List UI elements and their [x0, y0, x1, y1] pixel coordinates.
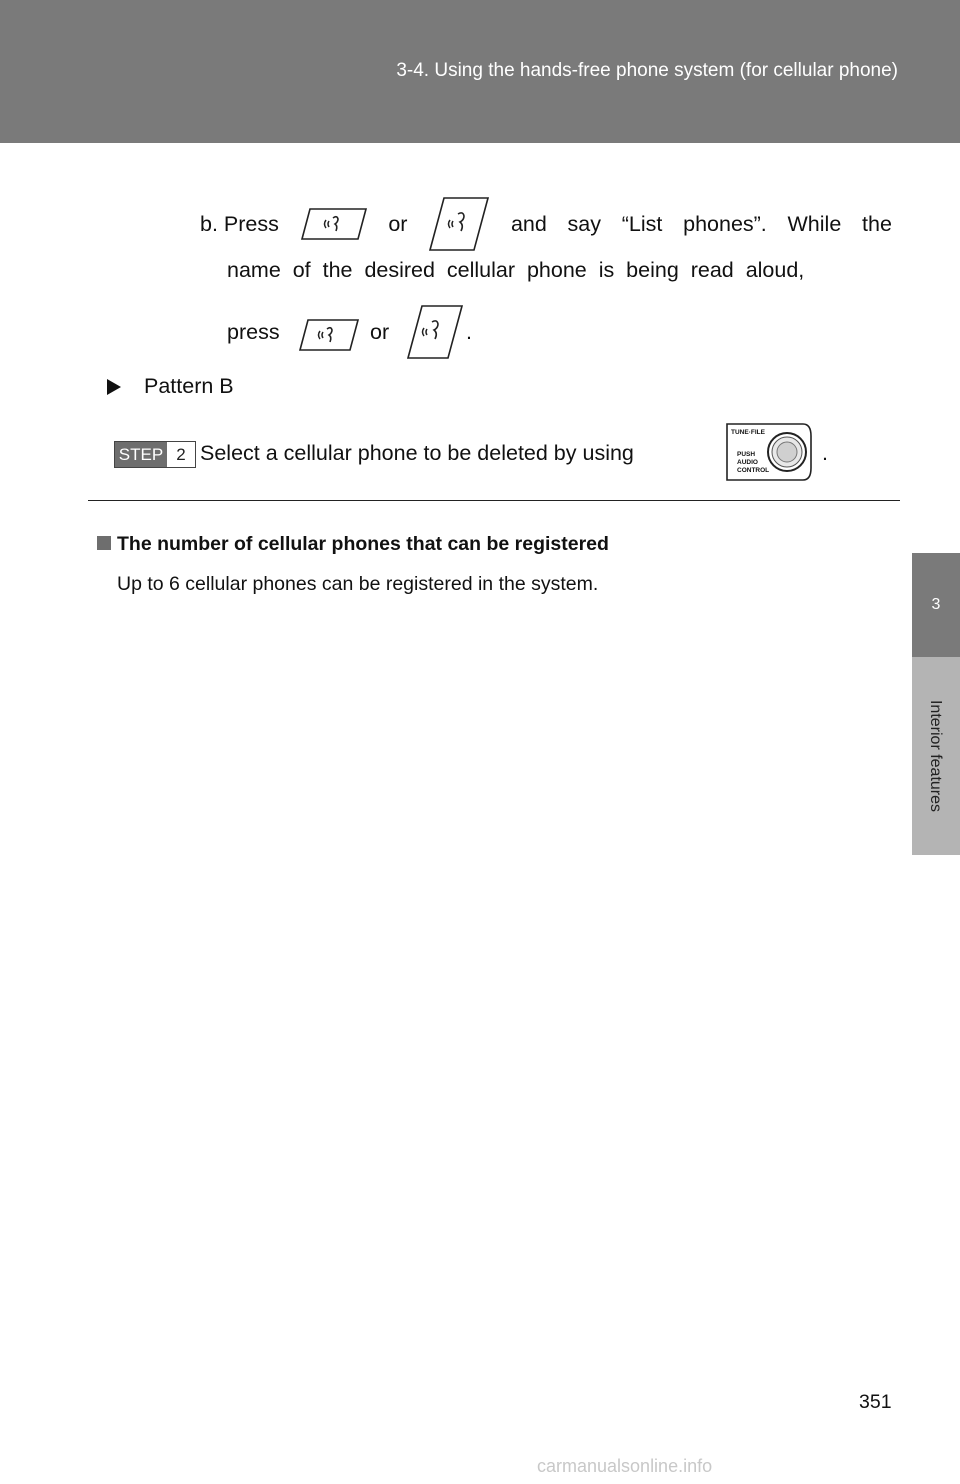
chapter-label: Interior features	[927, 699, 944, 813]
step-badge	[114, 441, 196, 468]
step-badge-label: STEP	[115, 442, 167, 467]
square-bullet-icon	[97, 536, 111, 550]
note-body: Up to 6 cellular phones can be registered in the system.	[117, 573, 599, 595]
the-word: the	[862, 211, 892, 236]
step-badge-number: 2	[176, 444, 186, 464]
while-word: While	[787, 211, 842, 236]
phones-word: phones”.	[683, 211, 767, 236]
section-title: 3-4. Using the hands-free phone system (for cellular phone)	[396, 60, 898, 81]
step-b-press-word: press	[227, 320, 280, 344]
step-b-line-1	[200, 207, 892, 241]
note-heading: The number of cellular phones that can be registered	[117, 533, 609, 555]
step-2-text: Select a cellular phone to be deleted by using	[200, 441, 634, 465]
tune-file-knob-icon	[725, 422, 813, 482]
talk-switch-tall-icon	[406, 304, 464, 360]
watermark: carmanualsonline.info	[537, 1456, 713, 1476]
section-divider	[88, 500, 900, 501]
and-word: and	[510, 211, 547, 236]
or-word: or	[388, 211, 408, 236]
pattern-label: Pattern B	[144, 374, 234, 398]
knob-label-1: PUSH	[737, 451, 756, 458]
step-2-period: .	[822, 441, 828, 465]
list-word: “List	[621, 211, 663, 236]
knob-label-2: AUDIO	[737, 459, 758, 466]
knob-label-top: TUNE·FILE	[731, 429, 765, 436]
say-word: say	[567, 211, 602, 236]
talk-switch-icon	[298, 318, 360, 352]
talk-switch-icon	[300, 207, 368, 241]
knob-label-3: CONTROL	[737, 467, 770, 474]
page-number: 351	[859, 1391, 892, 1413]
chapter-number: 3	[931, 596, 941, 613]
chapter-tab	[912, 553, 960, 657]
step-b-prefix: b. Press	[200, 211, 279, 236]
triangle-bullet-icon	[106, 378, 122, 396]
step-b-line-2: name of the desired cellular phone is being read aloud,	[227, 258, 805, 282]
chapter-strip	[912, 657, 960, 855]
or-word: or	[370, 320, 390, 344]
period: .	[466, 320, 472, 344]
page-header	[0, 0, 960, 143]
talk-switch-tall-icon	[428, 196, 490, 252]
